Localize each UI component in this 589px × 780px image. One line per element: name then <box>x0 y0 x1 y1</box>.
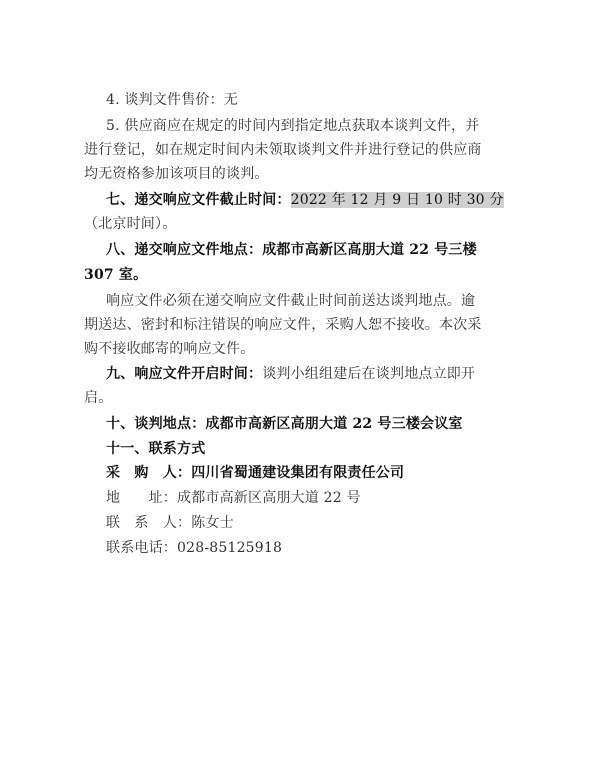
address-row <box>106 488 361 508</box>
paragraph-line-2: 期送达、密封和标注错误的响应文件，采购人恕不接收。本次采 <box>84 317 482 333</box>
section-7-timezone: （北京时间）。 <box>84 216 177 232</box>
buyer-row <box>106 463 404 483</box>
phone-value: 028-85125918 <box>177 540 283 556</box>
paragraph-line-3: 购不接收邮寄的响应文件。 <box>84 341 255 357</box>
section-9-text: 谈判小组组建后在谈判地点立即开 <box>262 366 476 382</box>
section-9-label: 九、响应文件开启时间： <box>106 366 263 382</box>
contact-row <box>106 513 234 533</box>
section-7-time: 2022 年 12 月 9 日 10 时 30 分 <box>290 192 504 208</box>
section-8-line-2: 307 室。 <box>84 267 148 283</box>
section-7-label: 七、递交响应文件截止时间： <box>106 192 291 208</box>
section-9-opening <box>106 364 475 384</box>
section-11-contact: 十一、联系方式 <box>106 441 206 457</box>
paragraph-line-1: 响应文件必须在递交响应文件截止时间前送达谈判地点。逾 <box>106 293 476 309</box>
item-5-line-2: 进行登记，如在规定时间内未领取谈判文件并进行登记的供应商 <box>84 142 482 158</box>
contact-label: 联 系 人： <box>106 515 192 531</box>
contact-value: 陈女士 <box>191 515 234 531</box>
section-7-deadline <box>106 190 504 210</box>
item-5-line-1: 5. 供应商应在规定的时间内到指定地点获取本谈判文件，并 <box>106 118 480 134</box>
phone-row <box>106 538 282 558</box>
item-4-price: 4. 谈判文件售价：无 <box>106 92 239 108</box>
buyer-value: 四川省蜀通建设集团有限责任公司 <box>191 465 405 481</box>
phone-label: 联系电话： <box>106 540 177 556</box>
section-10-location: 十、谈判地点：成都市高新区高朋大道 22 号三楼会议室 <box>106 416 463 432</box>
buyer-label: 采 购 人： <box>106 465 192 481</box>
section-9-line-2: 启。 <box>84 390 113 406</box>
address-value: 成都市高新区高朋大道 22 号 <box>177 490 361 506</box>
section-8-line-1: 八、递交响应文件地点：成都市高新区高朋大道 22 号三楼 <box>106 242 477 258</box>
item-5-line-3: 均无资格参加该项目的谈判。 <box>84 166 269 182</box>
address-label: 地 址： <box>106 490 177 506</box>
